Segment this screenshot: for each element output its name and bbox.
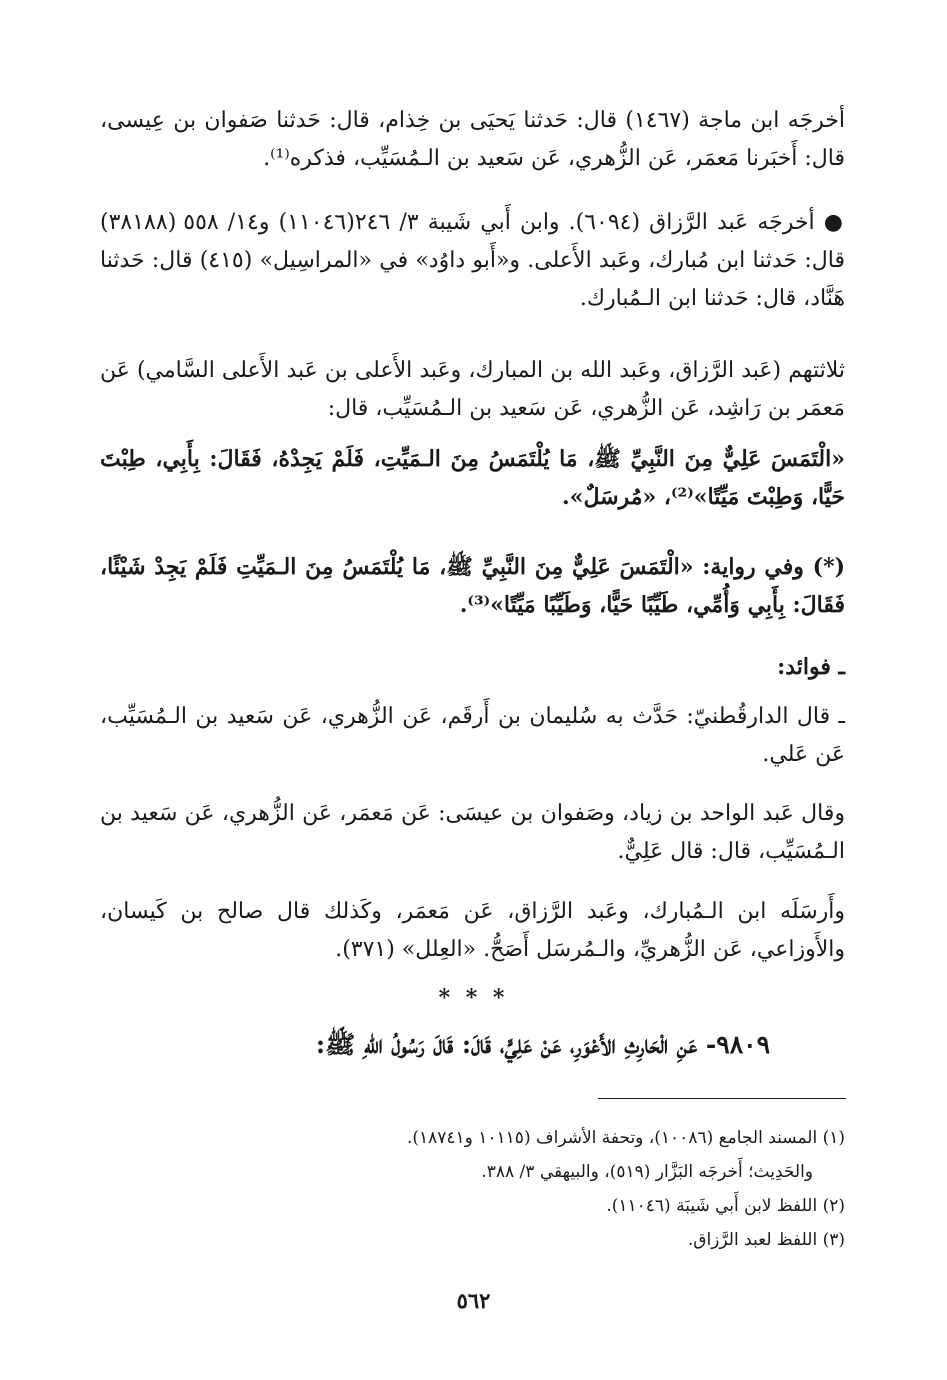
paragraph-irsal: وأَرسَلَه ابن الـمُبارك، وعَبد الرَّزاق، عَن مَعمَر، وكَذلك قال صالح بن كَيسان، والأَوزاعي، عَن الزُّهريِّ، والـمُرسَل أَصَحُّ. «العِلل» (٣٧١). — [100, 899, 845, 962]
paragraph-hadith-matn: «الْتَمَسَ عَلِيٌّ مِنَ النَّبِيِّ ﷺ، مَا يُلْتَمَسُ مِنَ الـمَيِّتِ، فَلَمْ يَجِدْهُ، فَقَالَ: بِأَبِي، طِبْتَ حَيًّا، وَطِبْتَ مَيِّتًا»⁽²⁾، «مُرسَلٌ». — [100, 446, 845, 510]
footnote-1-continuation: والحَدِيث؛ أَخرجَه البَزَّار (٥١٩)، والبيهقي ٣/ ٣٨٨. — [481, 1162, 813, 1182]
footnotes — [150, 1121, 845, 1257]
section-heading-fawaid: ـ فوائد: — [777, 654, 845, 680]
footnote-2: (٢) اللفظ لابن أَبي شَيبَة (١١٠٤٦). — [606, 1196, 845, 1216]
paragraph-takhrij-ibn-majah: أخرجَه ابن ماجة (١٤٦٧) قال: حَدثنا يَحيَى بن خِذام، قال: حَدثنا صَفوان بن عِيسى، قال: أَخبَرنا مَعمَر، عَن الزُّهري، عَن سَعيد بن الـمُسَيِّب، فذكره⁽¹⁾. — [100, 108, 846, 171]
paragraph-takhrij-abd-al-razzaq: ● أخرجَه عَبد الرَّزاق (٦٠٩٤). وابن أَبي شَيبة ٣/ ٢٤٦(١١٠٤٦) و١٤/ ٥٥٨ (٣٨١٨٨) قال: حَدثنا ابن مُبارك، وعَبد الأَعلى. و«أَبو داوُد» في «المراسِيل» (٤١٥) قال: حَدثنا هَنَّاد، قال: حَدثنا ابن الـمُبارك. — [100, 210, 846, 311]
paragraph-riwaya: (*) وفي رواية: «الْتَمَسَ عَلِيٌّ مِنَ النَّبِيِّ ﷺ، مَا يُلْتَمَسُ مِنَ الـمَيِّتِ فَلَمْ يَجِدْ شَيْئًا، فَقَالَ: بِأَبِي وَأُمِّي، طَيِّبًا حَيًّا، وَطَيِّبًا مَيِّتًا»⁽³⁾. — [100, 554, 845, 618]
paragraph-daraqutni: ـ قال الدارقُطنيّ: حَدَّث به سُليمان بن أَرقَم، عَن الزُّهري، عَن سَعيد بن الـمُسَيِّب، عَن عَلي. — [100, 704, 846, 767]
page-number: ٥٦٢ — [456, 1288, 491, 1313]
footnote-divider — [598, 1098, 846, 1099]
footnote-3: (٣) اللفظ لعبد الرَّزاق. — [687, 1230, 845, 1250]
hadith-heading-9809: ٩٨٠٩- عَنِ الْحَارِثِ الأَعْوَرِ، عَنْ عَلِيٍّ، قَالَ: قَالَ رَسُولُ اللهِ ﷺ: — [315, 1030, 770, 1059]
paragraph-isnad: ثلاثتهم (عَبد الرَّزاق، وعَبد الله بن المبارك، وعَبد الأَعلى بن عَبد الأَعلى السَّامي) عَن مَعمَر بن رَاشِد، عَن الزُّهري، عَن سَعيد بن الـمُسَيِّب، قال: — [100, 358, 845, 421]
section-separator-stars: * * * — [438, 985, 509, 1011]
paragraph-abd-al-wahid: وقال عَبد الواحد بن زياد، وصَفوان بن عيسَى: عَن مَعمَر، عَن الزُّهري، عَن سَعيد بن الـمُسَيِّب، قال: قال عَلِيٌّ. — [100, 801, 845, 864]
footnote-1: (١) المسند الجامع (١٠٠٨٦)، وتحفة الأشراف (١٠١١٥ و١٨٧٤١). — [406, 1128, 845, 1148]
